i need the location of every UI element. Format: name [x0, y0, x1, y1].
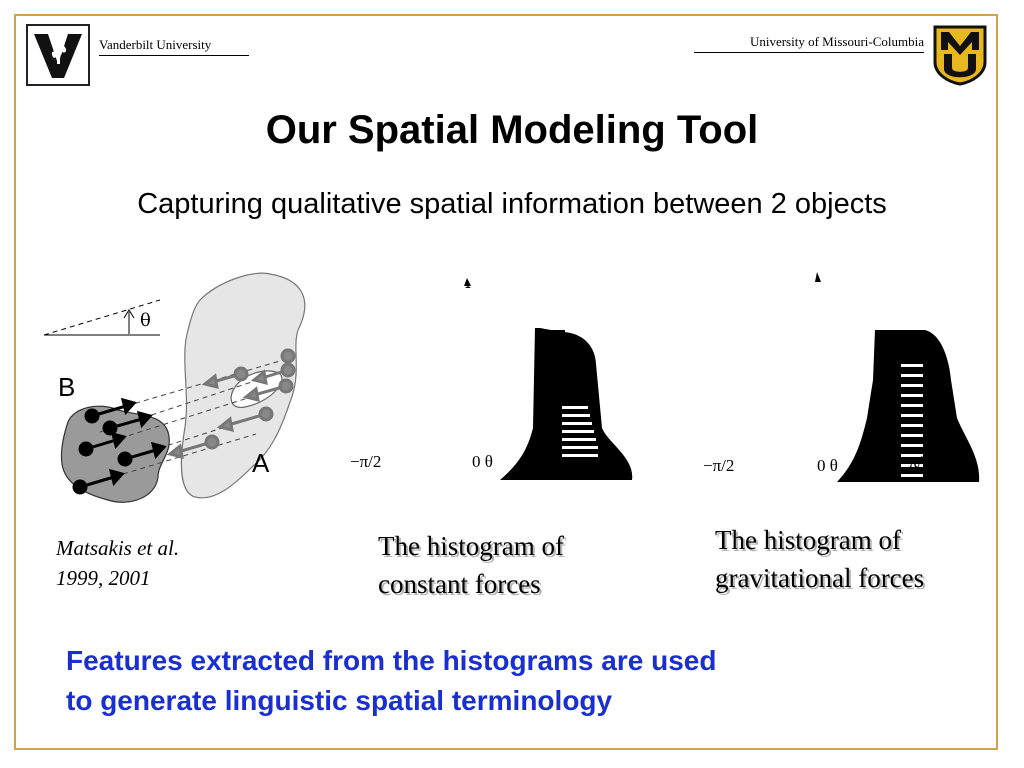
slide-subtitle: Capturing qualitative spatial information between 2 objects [137, 188, 887, 220]
citation-years: 1999, 2001 [56, 566, 151, 590]
mizzou-shield-icon [932, 24, 988, 86]
angle-theta-label: θ [140, 310, 151, 331]
footer-line2: to generate linguistic spatial terminology [66, 685, 613, 716]
footer-line1: Features extracted from the histograms are used [66, 645, 717, 676]
left-header-rule [99, 55, 249, 56]
constant-forces-caption-line2: constant forces [378, 569, 541, 599]
hist2-axis-max-label: π/2 [909, 452, 931, 471]
gravitational-forces-histogram-plot [695, 268, 990, 488]
citation-authors: Matsakis et al. [56, 536, 180, 560]
hist1-axis-min-label: −π/2 [350, 452, 382, 471]
object-b-label: B [58, 372, 76, 402]
gravitational-forces-histogram [695, 268, 990, 488]
gravitational-forces-caption-line2: gravitational forces [715, 563, 925, 593]
spatial-objects-diagram [30, 262, 320, 517]
citation [56, 533, 179, 593]
constant-forces-histogram [340, 268, 640, 488]
gravitational-forces-caption-line1: The histogram of [715, 525, 901, 555]
missouri-university-label: University of Missouri-Columbia [749, 34, 924, 49]
hist2-axis-zero-label: 0 θ [817, 456, 838, 475]
footer-statement [66, 641, 716, 721]
vanderbilt-v-oak-icon [28, 26, 88, 84]
object-a-label: A [252, 448, 270, 478]
hist1-axis-max-label: π/2 [562, 454, 584, 473]
right-header-rule [694, 52, 924, 53]
gravitational-forces-caption [715, 521, 924, 597]
constant-forces-caption [378, 527, 564, 603]
constant-forces-caption-line1: The histogram of [378, 531, 564, 561]
mizzou-logo [932, 24, 988, 86]
vanderbilt-logo [26, 24, 90, 86]
hist2-axis-min-label: −π/2 [703, 456, 735, 475]
hist1-axis-zero-label: 0 θ [472, 452, 493, 471]
vanderbilt-university-label: Vanderbilt University [99, 37, 212, 52]
slide-title: Our Spatial Modeling Tool [265, 108, 759, 152]
